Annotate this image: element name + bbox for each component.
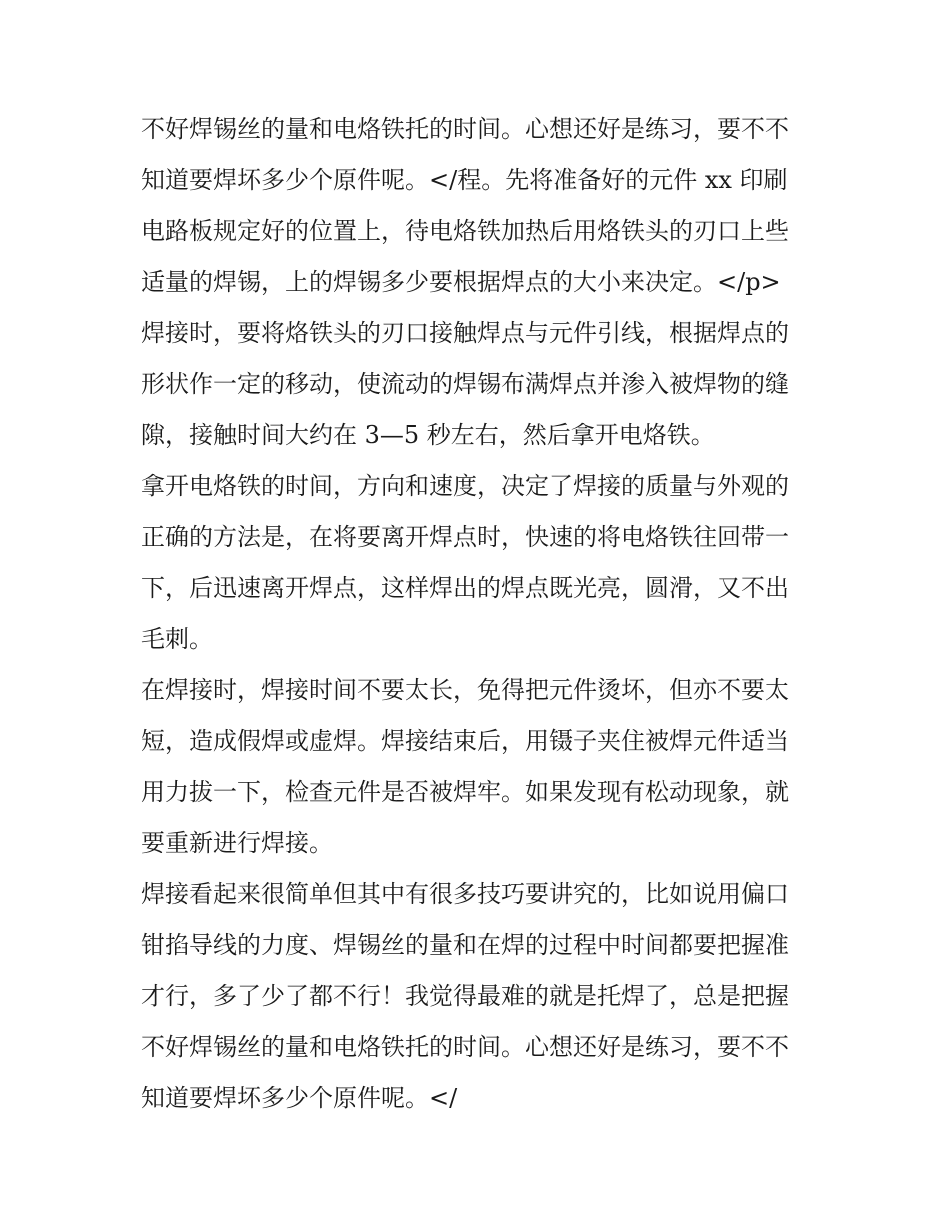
text-line: 在焊接时，焊接时间不要太长，免得把元件烫坏，但亦不要太 <box>141 676 789 704</box>
text-line: 下，后迅速离开焊点，这样焊出的焊点既光亮，圆滑，又不出 <box>141 574 789 602</box>
text-line: 毛刺。 <box>141 625 213 653</box>
text-line: 知道要焊坏多少个原件呢。</程。先将准备好的元件 xx 印刷 <box>141 166 788 194</box>
text-line: 用力拔一下，检查元件是否被焊牢。如果发现有松动现象，就 <box>141 778 789 806</box>
text-line: 拿开电烙铁的时间，方向和速度，决定了焊接的质量与外观的 <box>141 472 789 500</box>
text-line: 知道要焊坏多少个原件呢。</ <box>141 1084 458 1112</box>
text-line: 焊接看起来很简单但其中有很多技巧要讲究的，比如说用偏口 <box>141 880 789 908</box>
text-line: 焊接时，要将烙铁头的刃口接触焊点与元件引线，根据焊点的 <box>141 319 789 347</box>
text-line: 正确的方法是，在将要离开焊点时，快速的将电烙铁往回带一 <box>141 523 789 551</box>
text-line: 适量的焊锡，上的焊锡多少要根据焊点的大小来决定。</p> <box>141 268 781 296</box>
text-line: 钳掐导线的力度、焊锡丝的量和在焊的过程中时间都要把握准 <box>141 931 789 959</box>
text-line: 要重新进行焊接。 <box>141 829 333 857</box>
text-line: 隙，接触时间大约在 3—5 秒左右，然后拿开电烙铁。 <box>141 421 715 449</box>
text-line: 短，造成假焊或虚焊。焊接结束后，用镊子夹住被焊元件适当 <box>141 727 789 755</box>
text-line: 形状作一定的移动，使流动的焊锡布满焊点并渗入被焊物的缝 <box>141 370 789 398</box>
text-line: 才行，多了少了都不行！我觉得最难的就是托焊了，总是把握 <box>141 982 789 1010</box>
document-body <box>141 104 816 1124</box>
text-line: 不好焊锡丝的量和电烙铁托的时间。心想还好是练习，要不不 <box>141 115 789 143</box>
text-line: 电路板规定好的位置上，待电烙铁加热后用烙铁头的刃口上些 <box>141 217 789 245</box>
text-line: 不好焊锡丝的量和电烙铁托的时间。心想还好是练习，要不不 <box>141 1033 789 1061</box>
